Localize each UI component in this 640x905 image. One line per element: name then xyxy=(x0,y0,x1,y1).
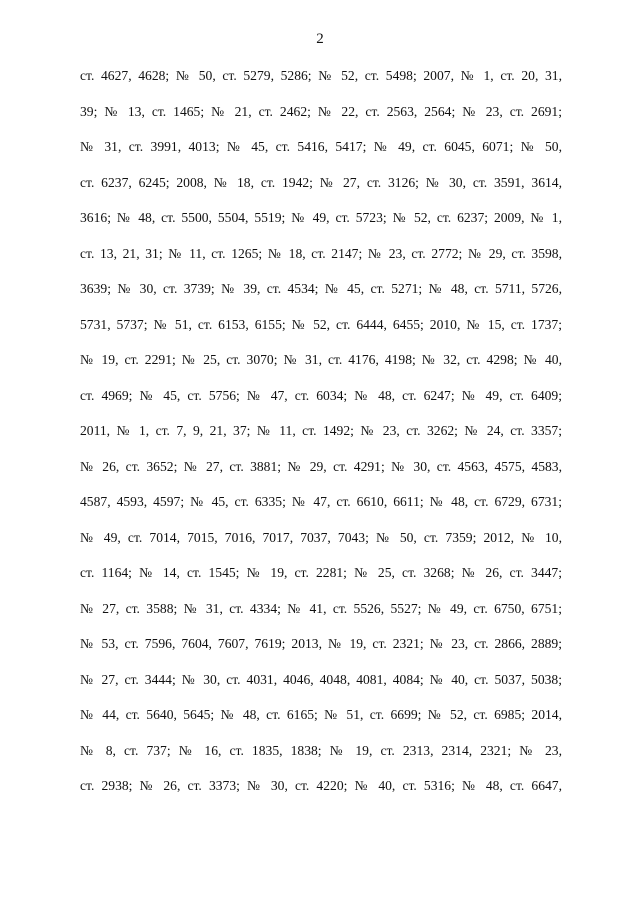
text-line: 4587, 4593, 4597; № 45, ст. 6335; № 47, ст. 6610, 6611; № 48, ст. 6729, 6731; xyxy=(80,494,562,509)
text-line: 2011, № 1, ст. 7, 9, 21, 37; № 11, ст. 1492; № 23, ст. 3262; № 24, ст. 3357; xyxy=(80,423,562,438)
text-line: 39; № 13, ст. 1465; № 21, ст. 2462; № 22, ст. 2563, 2564; № 23, ст. 2691; xyxy=(80,103,562,119)
text-line: № 53, ст. 7596, 7604, 7607, 7619; 2013, № 19, ст. 2321; № 23, ст. 2866, 2889; xyxy=(80,636,562,651)
text-line: ст. 4969; № 45, ст. 5756; № 47, ст. 6034; № 48, ст. 6247; № 49, ст. 6409; xyxy=(80,387,562,403)
text-line: № 26, ст. 3652; № 27, ст. 3881; № 29, ст. 4291; № 30, ст. 4563, 4575, 4583, xyxy=(80,458,562,474)
text-line: № 44, ст. 5640, 5645; № 48, ст. 6165; № 51, ст. 6699; № 52, ст. 6985; 2014, xyxy=(80,707,562,722)
text-line: ст. 13, 21, 31; № 11, ст. 1265; № 18, ст. 2147; № 23, ст. 2772; № 29, ст. 3598, xyxy=(80,245,562,261)
text-line: № 49, ст. 7014, 7015, 7016, 7017, 7037, 7043; № 50, ст. 7359; 2012, № 10, xyxy=(80,529,562,545)
text-line: 3616; № 48, ст. 5500, 5504, 5519; № 49, ст. 5723; № 52, ст. 6237; 2009, № 1, xyxy=(80,210,562,225)
text-line: ст. 4627, 4628; № 50, ст. 5279, 5286; № 52, ст. 5498; 2007, № 1, ст. 20, 31, xyxy=(80,68,562,83)
document-body xyxy=(80,64,562,810)
text-line: 5731, 5737; № 51, ст. 6153, 6155; № 52, ст. 6444, 6455; 2010, № 15, ст. 1737; xyxy=(80,316,562,332)
text-line: 3639; № 30, ст. 3739; № 39, ст. 4534; № 45, ст. 5271; № 48, ст. 5711, 5726, xyxy=(80,281,562,296)
text-line: № 27, ст. 3444; № 30, ст. 4031, 4046, 4048, 4081, 4084; № 40, ст. 5037, 5038; xyxy=(80,671,562,687)
text-line: № 27, ст. 3588; № 31, ст. 4334; № 41, ст. 5526, 5527; № 49, ст. 6750, 6751; xyxy=(80,600,562,616)
page-number: 2 xyxy=(316,31,324,47)
text-line: ст. 6237, 6245; 2008, № 18, ст. 1942; № 27, ст. 3126; № 30, ст. 3591, 3614, xyxy=(80,174,562,190)
text-line: № 8, ст. 737; № 16, ст. 1835, 1838; № 19, ст. 2313, 2314, 2321; № 23, xyxy=(80,742,562,758)
text-line: ст. 1164; № 14, ст. 1545; № 19, ст. 2281; № 25, ст. 3268; № 26, ст. 3447; xyxy=(80,565,562,580)
text-line: № 31, ст. 3991, 4013; № 45, ст. 5416, 5417; № 49, ст. 6045, 6071; № 50, xyxy=(80,139,562,154)
text-line: № 19, ст. 2291; № 25, ст. 3070; № 31, ст. 4176, 4198; № 32, ст. 4298; № 40, xyxy=(80,352,562,367)
text-line: ст. 2938; № 26, ст. 3373; № 30, ст. 4220; № 40, ст. 5316; № 48, ст. 6647, xyxy=(80,778,562,793)
